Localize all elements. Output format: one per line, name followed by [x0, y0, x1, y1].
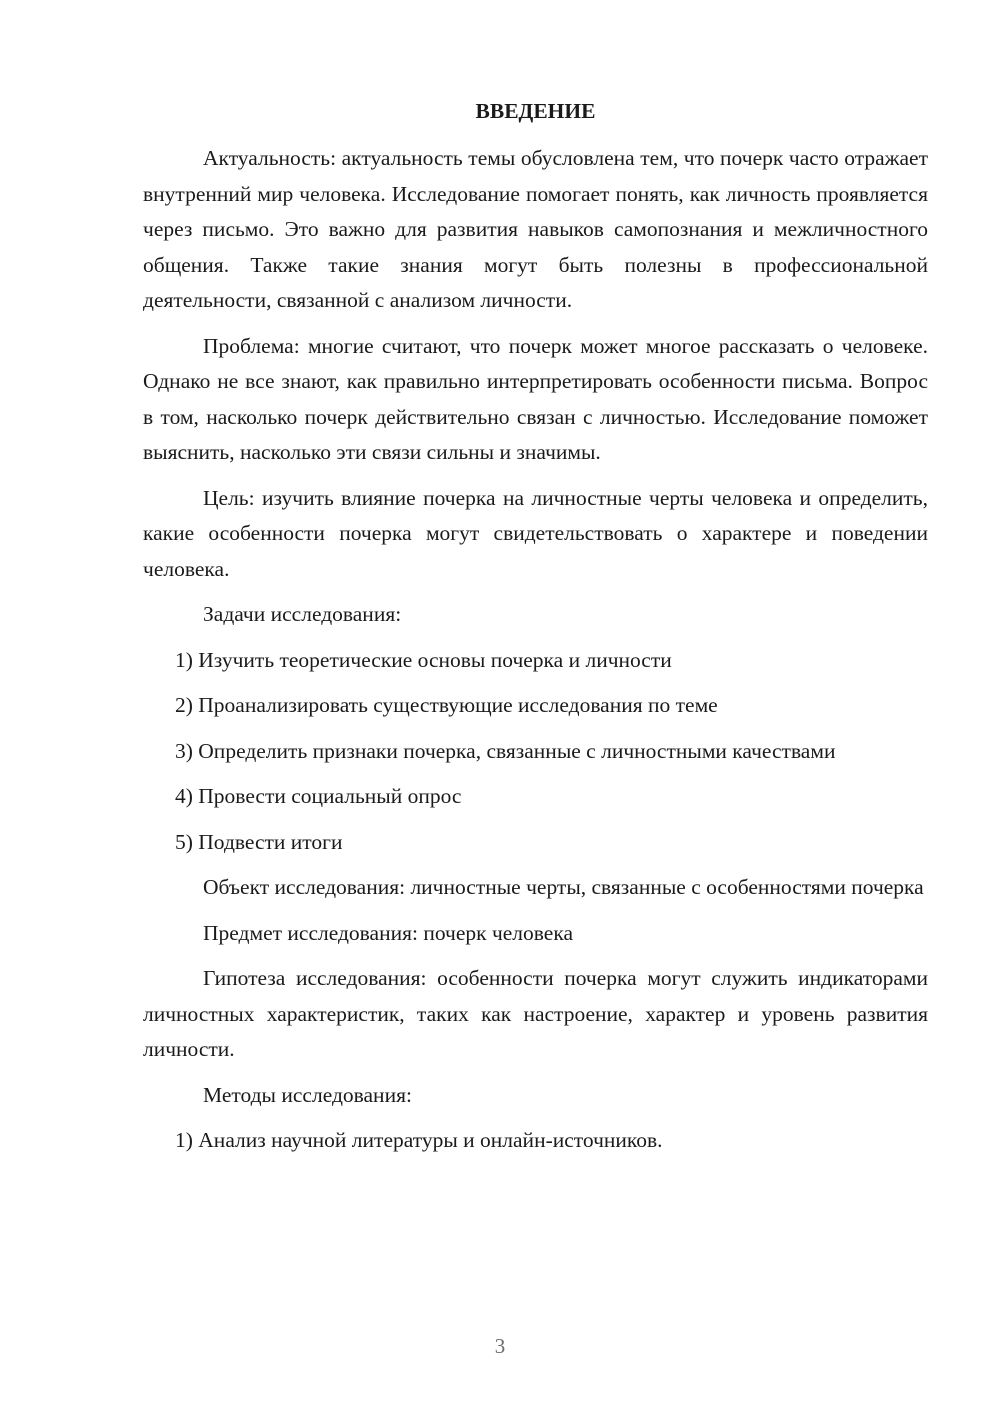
- tasks-title: Задачи исследования:: [203, 602, 402, 626]
- page-number: 3: [494, 1334, 506, 1358]
- methods-title: Методы исследования:: [203, 1082, 412, 1107]
- task-item: 5) Подвести итоги: [175, 829, 343, 854]
- task-item: 3) Определить признаки почерка, связанные с личностными качествами: [175, 738, 836, 763]
- relevance-paragraph: Актуальность: актуальность темы обусловлена тем, что почерк часто отражает внутренний мир человека. Исследование помогает понять, как личность проявляется через письмо. Это важно для развития навыков самопознания и межличностного общения. Также такие знания могут быть полезны в профессиональной деятельности, связанной с анализом личности.: [143, 146, 928, 312]
- hypothesis-paragraph: Гипотеза исследования: особенности почерка могут служить индикаторами личностных характеристик, таких как настроение, характер и уровень развития личности.: [143, 966, 928, 1061]
- section-heading: ВВЕДЕНИЕ: [475, 99, 596, 123]
- task-item: 2) Проанализировать существующие исследования по теме: [175, 693, 718, 717]
- task-item: 4) Провести социальный опрос: [175, 784, 462, 808]
- subject-paragraph: Предмет исследования: почерк человека: [203, 920, 574, 945]
- object-paragraph: Объект исследования: личностные черты, связанные с особенностями почерка: [203, 875, 924, 899]
- goal-paragraph: Цель: изучить влияние почерка на личностные черты человека и определить, какие особенности почерка могут свидетельствовать о характере и поведении человека.: [143, 485, 928, 581]
- method-item: 1) Анализ научной литературы и онлайн-источников.: [175, 1128, 663, 1152]
- problem-paragraph: Проблема: многие считают, что почерк может многое рассказать о человеке. Однако не все знают, как правильно интерпретировать особенности письма. Вопрос в том, насколько почерк действительно связан с личностью. Исследование поможет выяснить, насколько эти связи сильны и значимы.: [143, 333, 928, 464]
- task-item: 1) Изучить теоретические основы почерка и личности: [175, 647, 672, 672]
- document-page: [143, 94, 928, 1169]
